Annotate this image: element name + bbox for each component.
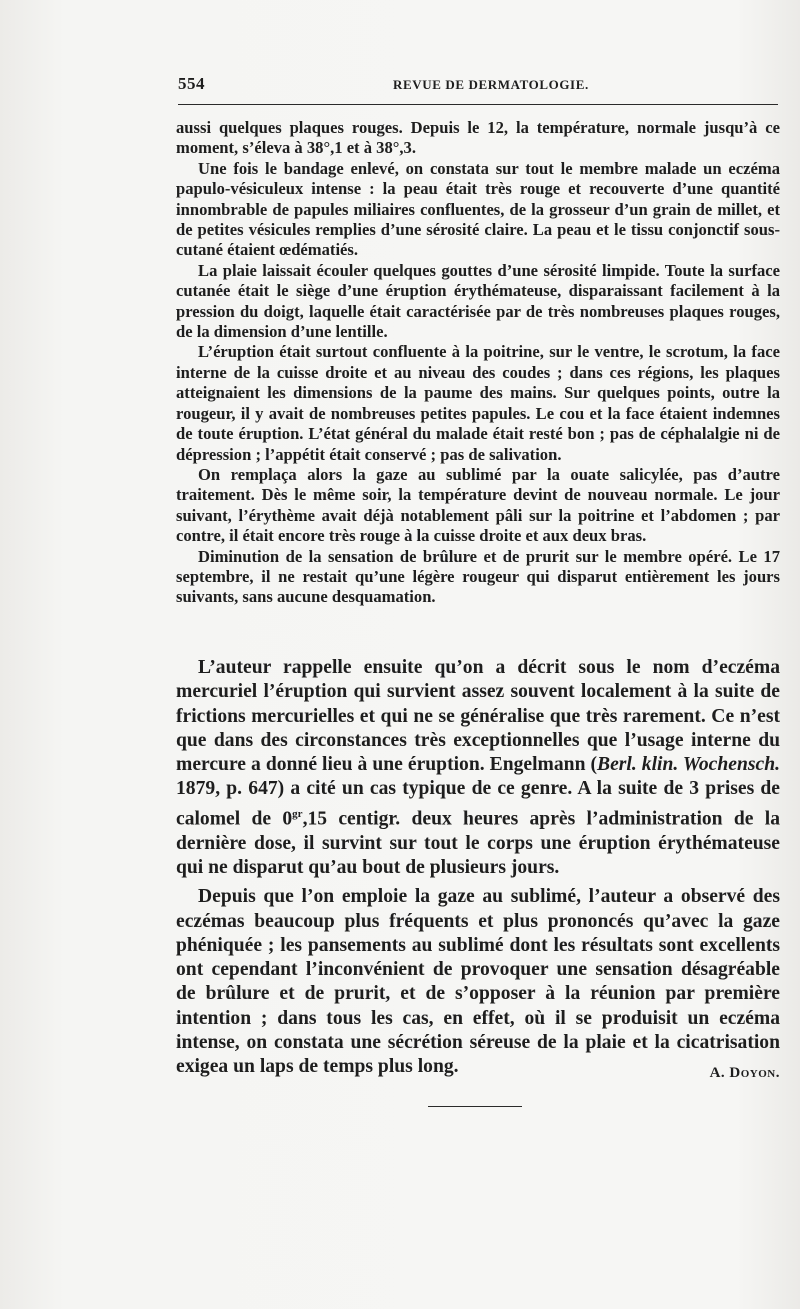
main-text-block — [176, 656, 780, 1086]
unit-superscript: gr — [292, 807, 303, 820]
paragraph: La plaie laissait écouler quelques gouttes d’une sérosité limpide. Toute la surface cutanée était le siège d’une éruption érythémateuse, disparaissant facilement à la pression du doigt, laquelle était caractérisée par de très nombreuses plaques rouges, de la dimension d’une lentille. — [176, 260, 780, 342]
page-number: 554 — [178, 74, 205, 93]
citation: Berl. klin. Wochensch. — [597, 754, 780, 776]
end-rule — [428, 1106, 522, 1107]
small-print-block — [176, 118, 780, 608]
paragraph: L’éruption était surtout confluente à la poitrine, sur le ventre, le scrotum, la face interne de la cuisse droite et au niveau des coudes ; dans ces régions, les plaques atteignaient les dimensions de la paume des mains. Sur quelques points, outre la rougeur, il y avait de nombreuses petites papules. Le cou et la face étaient indemnes de toute éruption. L’état général du malade était resté bon ; pas de céphalalgie ni de dépression ; l’appétit était conservé ; pas de salivation. — [176, 342, 780, 464]
text-run: 1879, p. 647) a cité un cas typique de ce genre. A la suite de 3 prises de calomel de 0 — [176, 778, 780, 830]
paragraph — [176, 656, 780, 880]
paragraph: Une fois le bandage enlevé, on constata sur tout le membre malade un eczéma papulo-vésiculeux intense : la peau était très rouge et recouverte d’une quantité innombrable de papules miliaires confluentes, de la grosseur d’un grain de millet, et de petites vésicules remplies d’une sérosité claire. La peau et le tissu conjonctif sous-cutané étaient œdématiés. — [176, 158, 780, 260]
paragraph: aussi quelques plaques rouges. Depuis le 12, la température, normale jusqu’à ce moment, s’éleva à 38°,1 et à 38°,3. — [176, 118, 780, 158]
paragraph: On remplaça alors la gaze au sublimé par la ouate salicylée, pas d’autre traitement. Dès le même soir, la température devint de nouveau normale. Le jour suivant, l’érythème avait déjà notablement pâli sur la poitrine et l’abdomen ; par contre, il était encore très rouge à la cuisse droite et aux deux bras. — [176, 464, 780, 546]
text-run: L’auteur rappelle ensuite qu’on a décrit sous le nom d’eczéma mercuriel l’éruption qui survient assez souvent localement à la suite de frictions mercurielles et qui ne se généralise que très rarement. Ce n’est que dans des circonstances très exceptionnelles que l’usage interne du mercure a donné lieu à une éruption. Engelmann ( — [176, 657, 780, 776]
page-header — [178, 70, 778, 96]
text-run: Depuis que l’on emploie la gaze au sublimé, l’auteur a observé des eczémas beaucoup plus fréquents et plus prononcés qu’avec la gaze phéniquée ; les pansements au sublimé dont les résultats sont excellents ont cependant l’inconvénient de provoquer une sensation désagréable de brûlure et de prurit, et de s’opposer à la réunion par première intention ; dans tous les cas, en effet, où il se produisit un eczéma intense, on constata une sécrétion séreuse de la plaie et la cicatrisation exigea un laps de temps plus long. — [176, 886, 780, 1078]
paragraph: Diminution de la sensation de brûlure et de prurit sur le membre opéré. Le 17 septembre, il ne restait qu’une légère rougeur qui disparut entièrement les jours suivants, sans aucune desquamation. — [176, 546, 780, 607]
header-rule — [178, 104, 778, 105]
running-head: REVUE DE DERMATOLOGIE. — [393, 77, 589, 92]
author-signature: A. Doyon. — [709, 1065, 780, 1082]
text-run: ,15 centigr. deux heures après l’administration de la dernière dose, il survint sur tout le corps une éruption érythémateuse qui ne disparut qu’au bout de plusieurs jours. — [176, 808, 780, 878]
paragraph — [176, 885, 780, 1082]
